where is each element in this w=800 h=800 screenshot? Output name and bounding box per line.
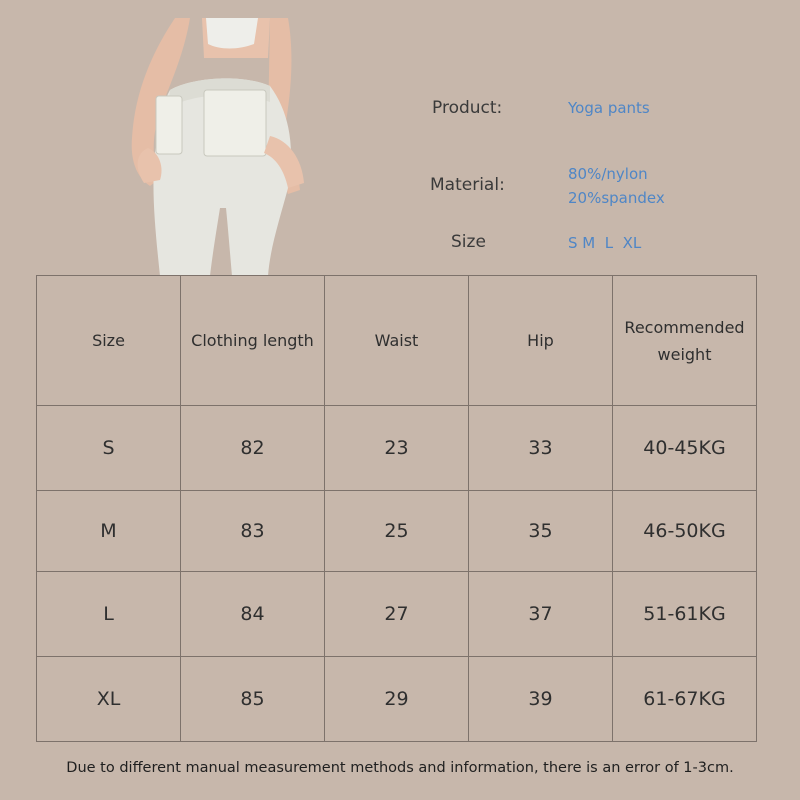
- cell-size: XL: [37, 657, 181, 742]
- cell-size: S: [37, 406, 181, 491]
- product-label: Product:: [432, 98, 503, 118]
- material-label: Material:: [430, 175, 505, 195]
- cell-weight: 61-67KG: [613, 657, 757, 742]
- size-label: Size: [451, 232, 486, 252]
- cell-hip: 35: [469, 491, 613, 572]
- measurement-error-note: Due to different manual measurement methods and information, there is an error of 1-3cm.: [66, 760, 734, 776]
- cell-length: 84: [181, 572, 325, 657]
- sports-bra: [206, 18, 258, 49]
- cell-waist: 23: [325, 406, 469, 491]
- table-row: [37, 406, 757, 491]
- size-value: S M L XL: [568, 234, 642, 252]
- header-size: Size: [37, 276, 181, 406]
- header-hip: Hip: [469, 276, 613, 406]
- table-row: [37, 657, 757, 742]
- cell-length: 82: [181, 406, 325, 491]
- cell-hip: 37: [469, 572, 613, 657]
- product-value: Yoga pants: [568, 99, 650, 117]
- cell-weight: 40-45KG: [613, 406, 757, 491]
- product-photo: [120, 18, 330, 276]
- pocket-left: [156, 96, 182, 154]
- cell-waist: 27: [325, 572, 469, 657]
- header-recommended-weight: Recommended weight: [613, 276, 757, 406]
- cell-size: M: [37, 491, 181, 572]
- header-clothing-length: Clothing length: [181, 276, 325, 406]
- cell-waist: 29: [325, 657, 469, 742]
- cell-weight: 46-50KG: [613, 491, 757, 572]
- header-waist: Waist: [325, 276, 469, 406]
- pocket-right: [204, 90, 266, 156]
- cell-weight: 51-61KG: [613, 572, 757, 657]
- material-value-spandex: 20%spandex: [568, 189, 665, 207]
- cell-waist: 25: [325, 491, 469, 572]
- table-row: [37, 572, 757, 657]
- cell-hip: 39: [469, 657, 613, 742]
- table-row: [37, 491, 757, 572]
- cell-length: 83: [181, 491, 325, 572]
- cell-size: L: [37, 572, 181, 657]
- table-header-row: [37, 276, 757, 406]
- cell-hip: 33: [469, 406, 613, 491]
- material-value-nylon: 80%/nylon: [568, 165, 648, 183]
- size-chart-table: [36, 275, 757, 742]
- cell-length: 85: [181, 657, 325, 742]
